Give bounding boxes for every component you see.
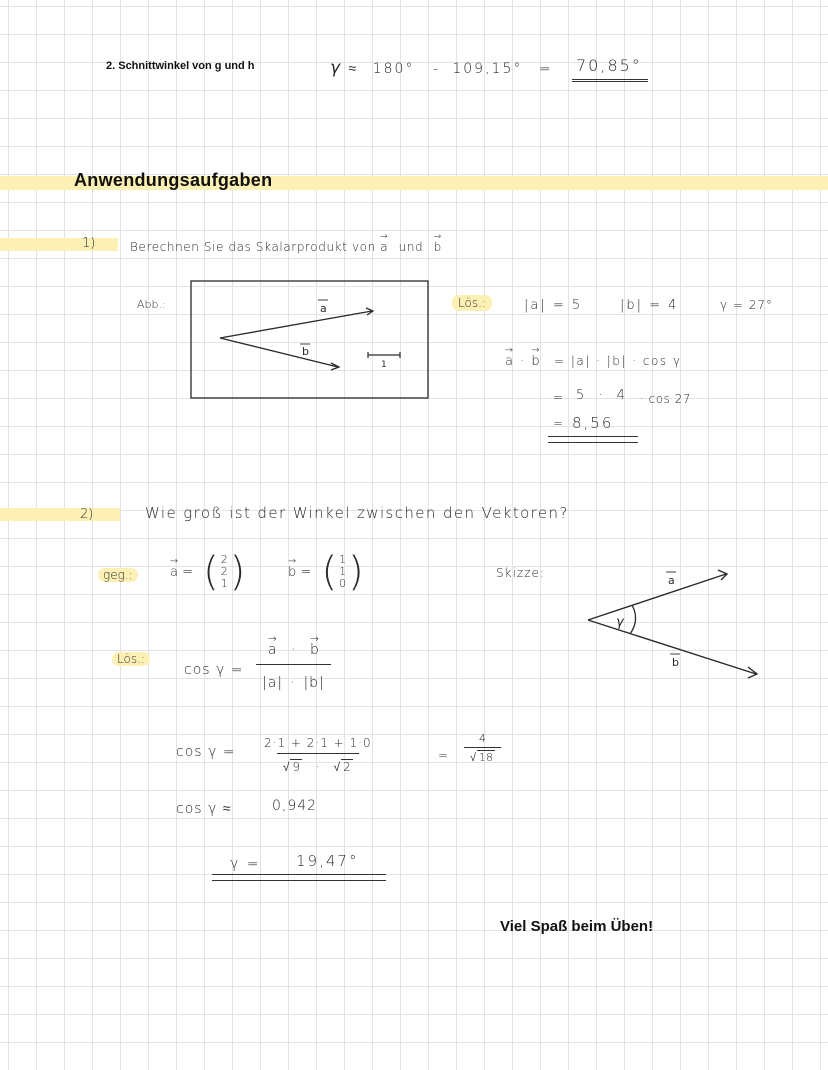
dot-product-line-3-eq: = xyxy=(553,416,564,430)
formula-2-eq: = xyxy=(438,748,449,762)
formula-2-fraction xyxy=(258,736,378,774)
equals-sign: = xyxy=(538,61,551,77)
formula-2-den-dot: · xyxy=(315,760,320,774)
section-2-calculation xyxy=(330,58,551,78)
formula-1-num-dot: · xyxy=(291,642,296,658)
figure-label: Abb.: xyxy=(137,298,166,311)
formula-3-lhs: cos γ ≈ xyxy=(176,801,232,817)
dot-operator: · xyxy=(520,354,525,369)
magnitude-b: |b| = 4 xyxy=(620,298,679,313)
sketch-a-label: a xyxy=(668,574,675,587)
given-vector-a-eq: = xyxy=(182,564,194,580)
formula-2-simplified xyxy=(464,732,501,764)
task-2-solution-label: Lös.: xyxy=(112,652,150,666)
formula-2-numerator: 2·1 + 2·1 + 1·0 xyxy=(264,736,372,750)
vector-a-label: → a xyxy=(380,240,388,254)
formula-1-denominator xyxy=(256,664,331,691)
formula-1-num-a: → a xyxy=(268,642,277,658)
formula-1-num-b: → b xyxy=(310,642,319,658)
given-vector-b-x: 1 xyxy=(339,553,347,566)
given-vector-a-name: → a xyxy=(170,565,178,580)
formula-2-sqrt-2: 2 xyxy=(343,760,351,774)
formula-1-den-b: |b| xyxy=(303,675,325,691)
dot-product-lhs xyxy=(505,354,540,369)
formula-2-denominator: √ 9 · √ 2 xyxy=(277,753,359,774)
closing-message: Viel Spaß beim Üben! xyxy=(500,918,654,935)
figure-vector-a-label: a xyxy=(320,302,327,315)
gamma-symbol: γ xyxy=(330,58,341,78)
given-vector-a-y: 2 xyxy=(220,565,228,578)
task2-highlight xyxy=(0,508,120,521)
formula-1-numerator xyxy=(252,634,335,664)
sketch-vectors xyxy=(580,560,770,690)
and-word: und xyxy=(398,240,424,254)
dot-product-result-underline xyxy=(548,436,638,443)
task-2-question: Wie groß ist der Winkel zwischen den Vektoren? xyxy=(145,504,569,522)
sketch-b-label: b xyxy=(672,656,679,669)
sketch-gamma-label: γ xyxy=(616,615,624,630)
given-vector-a-z: 1 xyxy=(220,577,228,590)
given-vector-b-components xyxy=(339,554,346,590)
given-vector-a-x: 2 xyxy=(220,553,228,566)
minus-sign: - xyxy=(432,61,438,77)
formula-1-den-dot: · xyxy=(290,675,296,691)
dot-vector-b: → b xyxy=(531,354,539,369)
sketch-angle-arc xyxy=(630,605,636,634)
formula-3-value: 0,942 xyxy=(272,798,318,814)
task-1-prompt-text: Berechnen Sie das Skalarprodukt von xyxy=(130,240,376,254)
section-2-result: 70,85° xyxy=(572,56,648,82)
term-1: 180° xyxy=(372,61,415,77)
task-1-prompt xyxy=(130,240,442,254)
figure-vector-b-label: b xyxy=(302,345,309,358)
given-vector-b-y: 1 xyxy=(339,565,347,578)
dot-vector-a: → a xyxy=(505,354,513,369)
figure-vectors xyxy=(190,280,430,400)
given-vector-a-column: ( 2 2 1 ) xyxy=(203,549,246,595)
dot-product-line-2-cos: · cos 27 xyxy=(640,392,691,406)
task-2-number: 2) xyxy=(80,507,94,522)
final-angle: 19,47° xyxy=(296,852,359,870)
final-angle-underline xyxy=(212,874,386,881)
formula-1-fraction xyxy=(252,634,335,691)
dot-product-line-2: 5 · 4 xyxy=(576,388,630,403)
formula-4-lhs: γ = xyxy=(230,856,261,872)
vector-b-arrow xyxy=(220,338,338,367)
formula-2-simplified-num: 4 xyxy=(479,732,487,745)
dot-product-line-1: = |a| · |b| · cos γ xyxy=(554,354,682,368)
given-vector-b-eq: = xyxy=(300,564,312,580)
vector-a-arrow xyxy=(220,311,372,338)
given-vector-a-components xyxy=(221,554,228,590)
los-highlight: Lös.: xyxy=(452,295,492,311)
dot-product-line-2-eq: = xyxy=(553,390,564,404)
vector-b-label: → b xyxy=(434,240,442,254)
sketch-label: Skizze: xyxy=(496,566,545,580)
formula-2-lhs: cos γ = xyxy=(176,744,236,760)
scale-label: 1 xyxy=(381,360,387,370)
task1-highlight xyxy=(0,238,118,251)
magnitude-a: |a| = 5 xyxy=(524,298,583,313)
page-title: Anwendungsaufgaben xyxy=(74,170,273,190)
sketch-vector-a xyxy=(588,574,726,620)
given-vector-b xyxy=(288,549,364,595)
task-1-number: 1) xyxy=(82,236,96,251)
formula-1-den-a: |a| xyxy=(262,675,284,691)
section-2-heading: 2. Schnittwinkel von g und h xyxy=(106,60,255,72)
formula-2-simplified-frac xyxy=(464,732,501,764)
given-vector-b-z: 0 xyxy=(339,577,347,590)
given-angle: γ = 27° xyxy=(720,298,774,312)
formula-1-lhs: cos γ = xyxy=(184,662,244,678)
given-vector-b-column: ( 1 1 0 ) xyxy=(321,549,364,595)
task-1-solution-label xyxy=(452,296,492,310)
formula-2-sqrt-18: 18 xyxy=(479,751,494,764)
given-vector-b-name: → b xyxy=(288,565,296,580)
formula-1-frac xyxy=(252,634,335,691)
dot-product-result: 8,56 xyxy=(572,414,614,432)
formula-2-simplified-den: √ 18 xyxy=(464,747,501,764)
given-vector-a xyxy=(170,549,246,595)
term-2: 109,15° xyxy=(452,61,523,77)
approx-sign: ≈ xyxy=(348,61,357,77)
formula-2-frac xyxy=(258,736,378,774)
formula-2-sqrt-9: 9 xyxy=(292,760,301,774)
given-label: geg.: xyxy=(98,568,138,582)
